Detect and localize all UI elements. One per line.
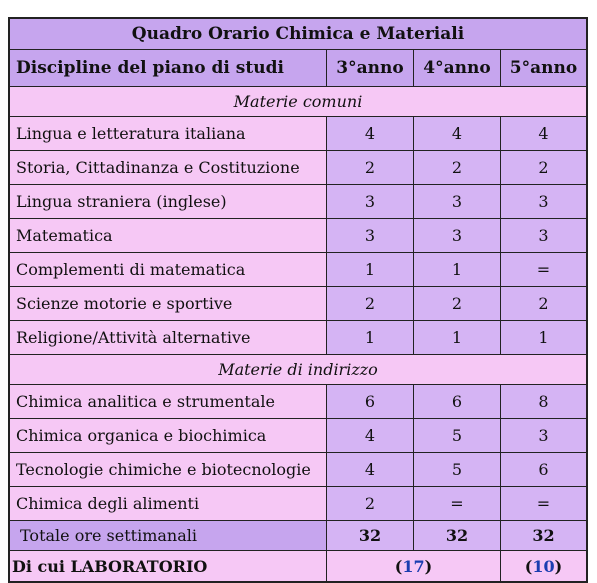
section-title: Materie comuni (10, 87, 586, 116)
table-row (10, 219, 586, 253)
laboratorio-value-3-4: 17 (402, 556, 425, 576)
hours-year-3: 6 (327, 385, 414, 418)
hours-year-4: 2 (414, 151, 501, 184)
section-row-comuni (10, 87, 586, 117)
paren-open: ( (394, 556, 403, 576)
hours-year-5: 3 (501, 419, 586, 452)
subject-name: Lingua e letteratura italiana (10, 117, 327, 150)
laboratorio-year-3-4 (327, 551, 501, 581)
title-row (10, 19, 586, 50)
hours-year-4: 6 (414, 385, 501, 418)
subject-name: Scienze motorie e sportive (10, 287, 327, 320)
total-year-3: 32 (327, 521, 414, 550)
hours-year-3: 2 (327, 487, 414, 520)
hours-year-3: 1 (327, 253, 414, 286)
table-row (10, 419, 586, 453)
section-title: Materie di indirizzo (10, 355, 586, 384)
hours-year-5: 2 (501, 287, 586, 320)
table-row (10, 117, 586, 151)
subject-name: Religione/Attività alternative (10, 321, 327, 354)
hours-year-3: 4 (327, 453, 414, 486)
hours-year-4: 2 (414, 287, 501, 320)
header-year-4: 4°anno (414, 50, 501, 86)
hours-year-5: 8 (501, 385, 586, 418)
hours-year-4: 1 (414, 321, 501, 354)
subject-name: Chimica degli alimenti (10, 487, 327, 520)
hours-year-3: 2 (327, 287, 414, 320)
hours-year-4: 3 (414, 219, 501, 252)
table-row (10, 253, 586, 287)
subject-name: Chimica analitica e strumentale (10, 385, 327, 418)
table-row (10, 321, 586, 355)
header-row (10, 50, 586, 87)
hours-year-4: = (414, 487, 501, 520)
table-row (10, 385, 586, 419)
table-row (10, 151, 586, 185)
laboratorio-value-5: 10 (532, 556, 555, 576)
header-year-5: 5°anno (501, 50, 586, 86)
total-row (10, 521, 586, 551)
paren-close: ) (424, 556, 433, 576)
subject-name: Matematica (10, 219, 327, 252)
hours-year-5: 1 (501, 321, 586, 354)
total-label: Totale ore settimanali (10, 521, 327, 550)
table-row (10, 453, 586, 487)
hours-year-4: 3 (414, 185, 501, 218)
hours-year-3: 4 (327, 117, 414, 150)
hours-year-5: 3 (501, 219, 586, 252)
table-row (10, 487, 586, 521)
total-year-4: 32 (414, 521, 501, 550)
subject-name: Lingua straniera (inglese) (10, 185, 327, 218)
hours-year-5: 2 (501, 151, 586, 184)
subject-name: Complementi di matematica (10, 253, 327, 286)
hours-year-3: 3 (327, 185, 414, 218)
subject-name: Tecnologie chimiche e biotecnologie (10, 453, 327, 486)
hours-year-4: 4 (414, 117, 501, 150)
laboratorio-year-5 (501, 551, 586, 581)
hours-year-4: 5 (414, 453, 501, 486)
laboratorio-label: Di cui LABORATORIO (10, 551, 327, 581)
table-title: Quadro Orario Chimica e Materiali (10, 19, 586, 49)
hours-year-3: 3 (327, 219, 414, 252)
paren-close: ) (554, 556, 563, 576)
hours-year-5: 4 (501, 117, 586, 150)
hours-year-4: 1 (414, 253, 501, 286)
paren-open: ( (524, 556, 533, 576)
subject-name: Chimica organica e biochimica (10, 419, 327, 452)
hours-year-4: 5 (414, 419, 501, 452)
hours-year-5: = (501, 253, 586, 286)
table-row (10, 185, 586, 219)
hours-year-5: = (501, 487, 586, 520)
section-row-indirizzo (10, 355, 586, 385)
hours-year-3: 2 (327, 151, 414, 184)
laboratorio-row (10, 551, 586, 581)
timetable (8, 17, 588, 583)
hours-year-3: 4 (327, 419, 414, 452)
hours-year-5: 3 (501, 185, 586, 218)
header-subjects: Discipline del piano di studi (10, 50, 327, 86)
header-year-3: 3°anno (327, 50, 414, 86)
hours-year-3: 1 (327, 321, 414, 354)
hours-year-5: 6 (501, 453, 586, 486)
subject-name: Storia, Cittadinanza e Costituzione (10, 151, 327, 184)
table-row (10, 287, 586, 321)
total-year-5: 32 (501, 521, 586, 550)
